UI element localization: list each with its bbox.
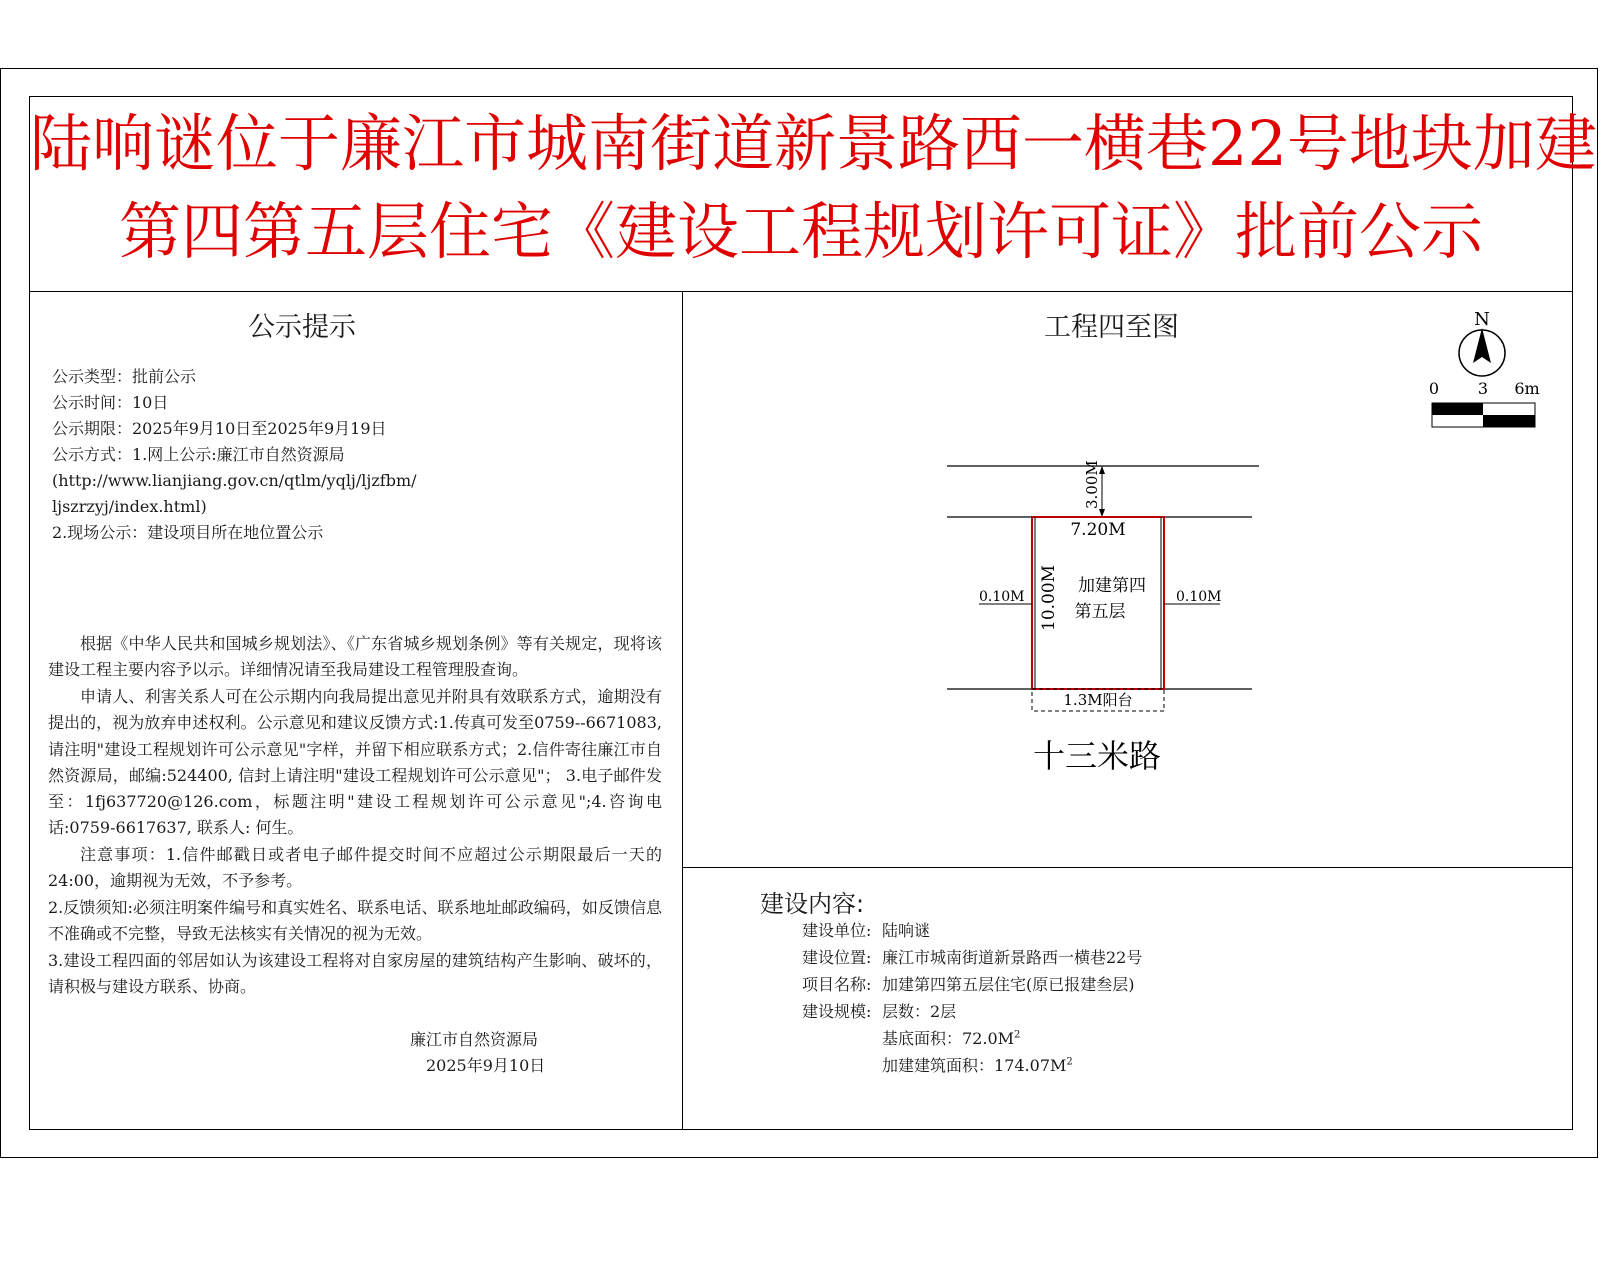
dim-right-label: 0.10M: [1176, 589, 1222, 605]
notice-paragraph-2: 申请人、利害关系人可在公示期内向我局提出意见并附具有效联系方式，逾期没有提出的，视为放弃申述权利。公示意见和建议反馈方式:1.传真可发至0759--6671083, 请注明"建设工程规划许可公示意见"字样，并留下相应联系方式；2.信件寄往廉江市自然资源局，邮编:524400, 信封上请注明"建设工程规划许可公示意见"； 3.电子邮件发至：1fj637720@126.com，标题注明"建设工程规划许可公示意见";4.咨询电话:0759-6617637, 联系人: 何生。: [48, 687, 662, 838]
base-area-label: 基底面积：: [882, 1029, 963, 1048]
location-label: 建设位置:: [802, 948, 872, 967]
scale-label: 建设规模:: [802, 1002, 872, 1021]
notice-paragraph-5: 3.建设工程四面的邻居如认为该建设工程将对自家房屋的建筑结构产生影响、破坏的，请积极与建设方联系、协商。: [48, 951, 662, 997]
signature-org: 廉江市自然资源局: [410, 1030, 539, 1049]
unit-value: 陆响谜: [882, 921, 931, 940]
info-method: 公示方式：1.网上公示:廉江市自然资源局: [52, 445, 345, 464]
title-line-2: 第四第五层住宅《建设工程规划许可证》批前公示: [118, 195, 1483, 268]
built-area-value: 174.07M: [994, 1056, 1067, 1075]
unit-label: 建设单位:: [802, 921, 872, 940]
info-duration: 公示时间：10日: [52, 393, 169, 412]
info-onsite: 2.现场公示：建设项目所在地位置公示: [52, 523, 324, 542]
built-area: [882, 1053, 1073, 1076]
road-label: 十三米路: [1032, 737, 1162, 775]
notice-board: [29, 96, 1597, 1130]
project-value: 加建第四第五层住宅(原已报建叁层): [882, 975, 1135, 994]
dim-top-label: 3.00M: [1083, 460, 1101, 509]
built-area-label: 加建建筑面积：: [882, 1056, 995, 1075]
base-area-value: 72.0M: [962, 1029, 1015, 1048]
scale-label-0: 0: [1428, 379, 1440, 398]
signature-date: 2025年9月10日: [426, 1056, 546, 1075]
base-area: [882, 1026, 1020, 1049]
floors-value: 层数：2层: [882, 1002, 957, 1021]
site-map-drawing: [682, 291, 1572, 867]
title-line-1: 陆响谜位于廉江市城南街道新景路西一横巷22号地块加建: [30, 107, 1597, 180]
dim-width-label: 7.20M: [1070, 520, 1126, 540]
info-period: 公示期限：2025年9月10日至2025年9月19日: [52, 419, 387, 438]
construction-content-panel: [682, 868, 1572, 1129]
balcony-label: 1.3M阳台: [1063, 691, 1133, 709]
location-value: 廉江市城南街道新景路西一横巷22号: [882, 948, 1143, 967]
info-url-2: ljszrzyj/index.html): [52, 497, 207, 516]
notice-paragraph-1: 根据《中华人民共和国城乡规划法》、《广东省城乡规划条例》等有关规定，现将该建设工程主要内容予以示。详细情况请至我局建设工程管理股查询。: [48, 634, 662, 680]
north-label: N: [1474, 309, 1490, 330]
scale-label-3: 3: [1477, 379, 1489, 398]
north-arrow-icon: [1459, 309, 1505, 376]
notice-paragraph-4: 2.反馈须知:必须注明案件编号和真实姓名、联系电话、联系地址邮政编码，如反馈信息不准确或不完整，导致无法核实有关情况的视为无效。: [48, 898, 662, 944]
info-type: 公示类型：批前公示: [52, 367, 197, 386]
project-label: 项目名称:: [802, 975, 872, 994]
base-area-unit-sup: 2: [1014, 1029, 1021, 1041]
scale-label-6: 6m: [1514, 379, 1540, 398]
scale-bar: [1429, 379, 1540, 427]
notice-panel: [30, 291, 683, 1129]
title-section: [30, 97, 1597, 292]
map-heading: 工程四至图: [1044, 312, 1179, 343]
info-url-1: (http://www.lianjiang.gov.cn/qtlm/yqlj/ljzfbm/: [52, 471, 417, 490]
dim-depth-label: 10.00M: [1039, 564, 1059, 631]
building-label-1: 加建第四: [1078, 576, 1146, 596]
notice-paragraph-3: 注意事项：1.信件邮戳日或者电子邮件提交时间不应超过公示期限最后一天的24:00，逾期视为无效，不予参考。: [48, 845, 662, 891]
content-heading: 建设内容:: [760, 890, 865, 918]
dim-left-label: 0.10M: [979, 589, 1025, 605]
building-label-2: 第五层: [1074, 602, 1126, 622]
built-area-unit-sup: 2: [1066, 1056, 1073, 1068]
notice-heading: 公示提示: [248, 312, 356, 343]
site-map-panel: [682, 291, 1572, 868]
